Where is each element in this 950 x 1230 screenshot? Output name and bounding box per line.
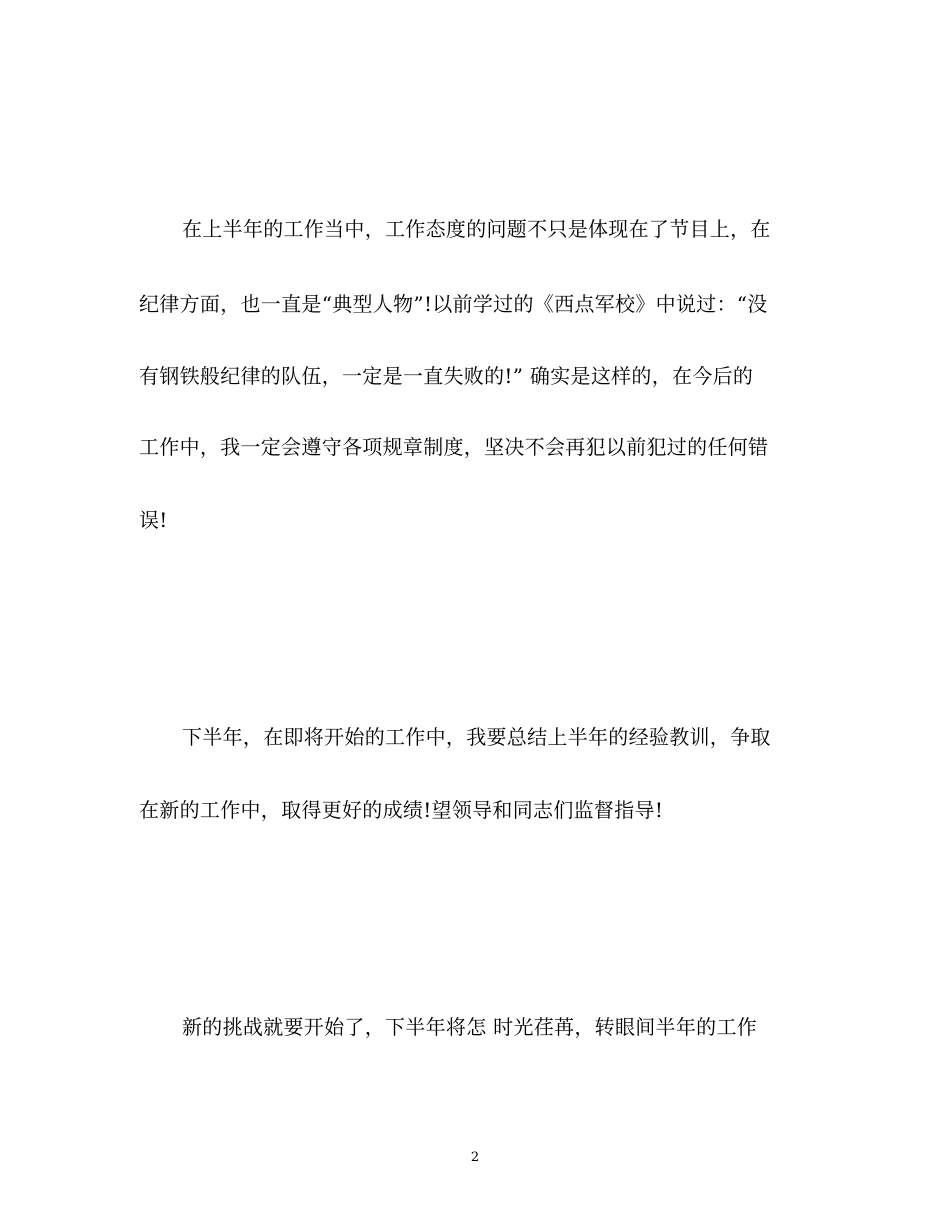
paragraph-line: 新的挑战就要开始了，下半年将怎 时光荏苒，转眼间半年的工作 xyxy=(182,1015,758,1039)
paragraph-line: 误! xyxy=(139,508,168,532)
paragraph-line: 在上半年的工作当中，工作态度的问题不只是体现在了节目上，在 xyxy=(182,217,771,241)
paragraph-line: 有钢铁般纪律的队伍，一定是一直失败的!” 确实是这样的，在今后的 xyxy=(139,364,754,388)
paragraph-line: 下半年，在即将开始的工作中，我要总结上半年的经验教训，争取 xyxy=(182,725,771,749)
paragraph-line: 工作中，我一定会遵守各项规章制度，坚决不会再犯以前犯过的任何错 xyxy=(139,435,769,459)
paragraph-line: 纪律方面，也一直是“典型人物”!以前学过的《西点军校》中说过：“没 xyxy=(139,292,768,316)
page-number: 2 xyxy=(470,1150,480,1165)
paragraph-line: 在新的工作中，取得更好的成绩!望领导和同志们监督指导! xyxy=(139,798,664,822)
